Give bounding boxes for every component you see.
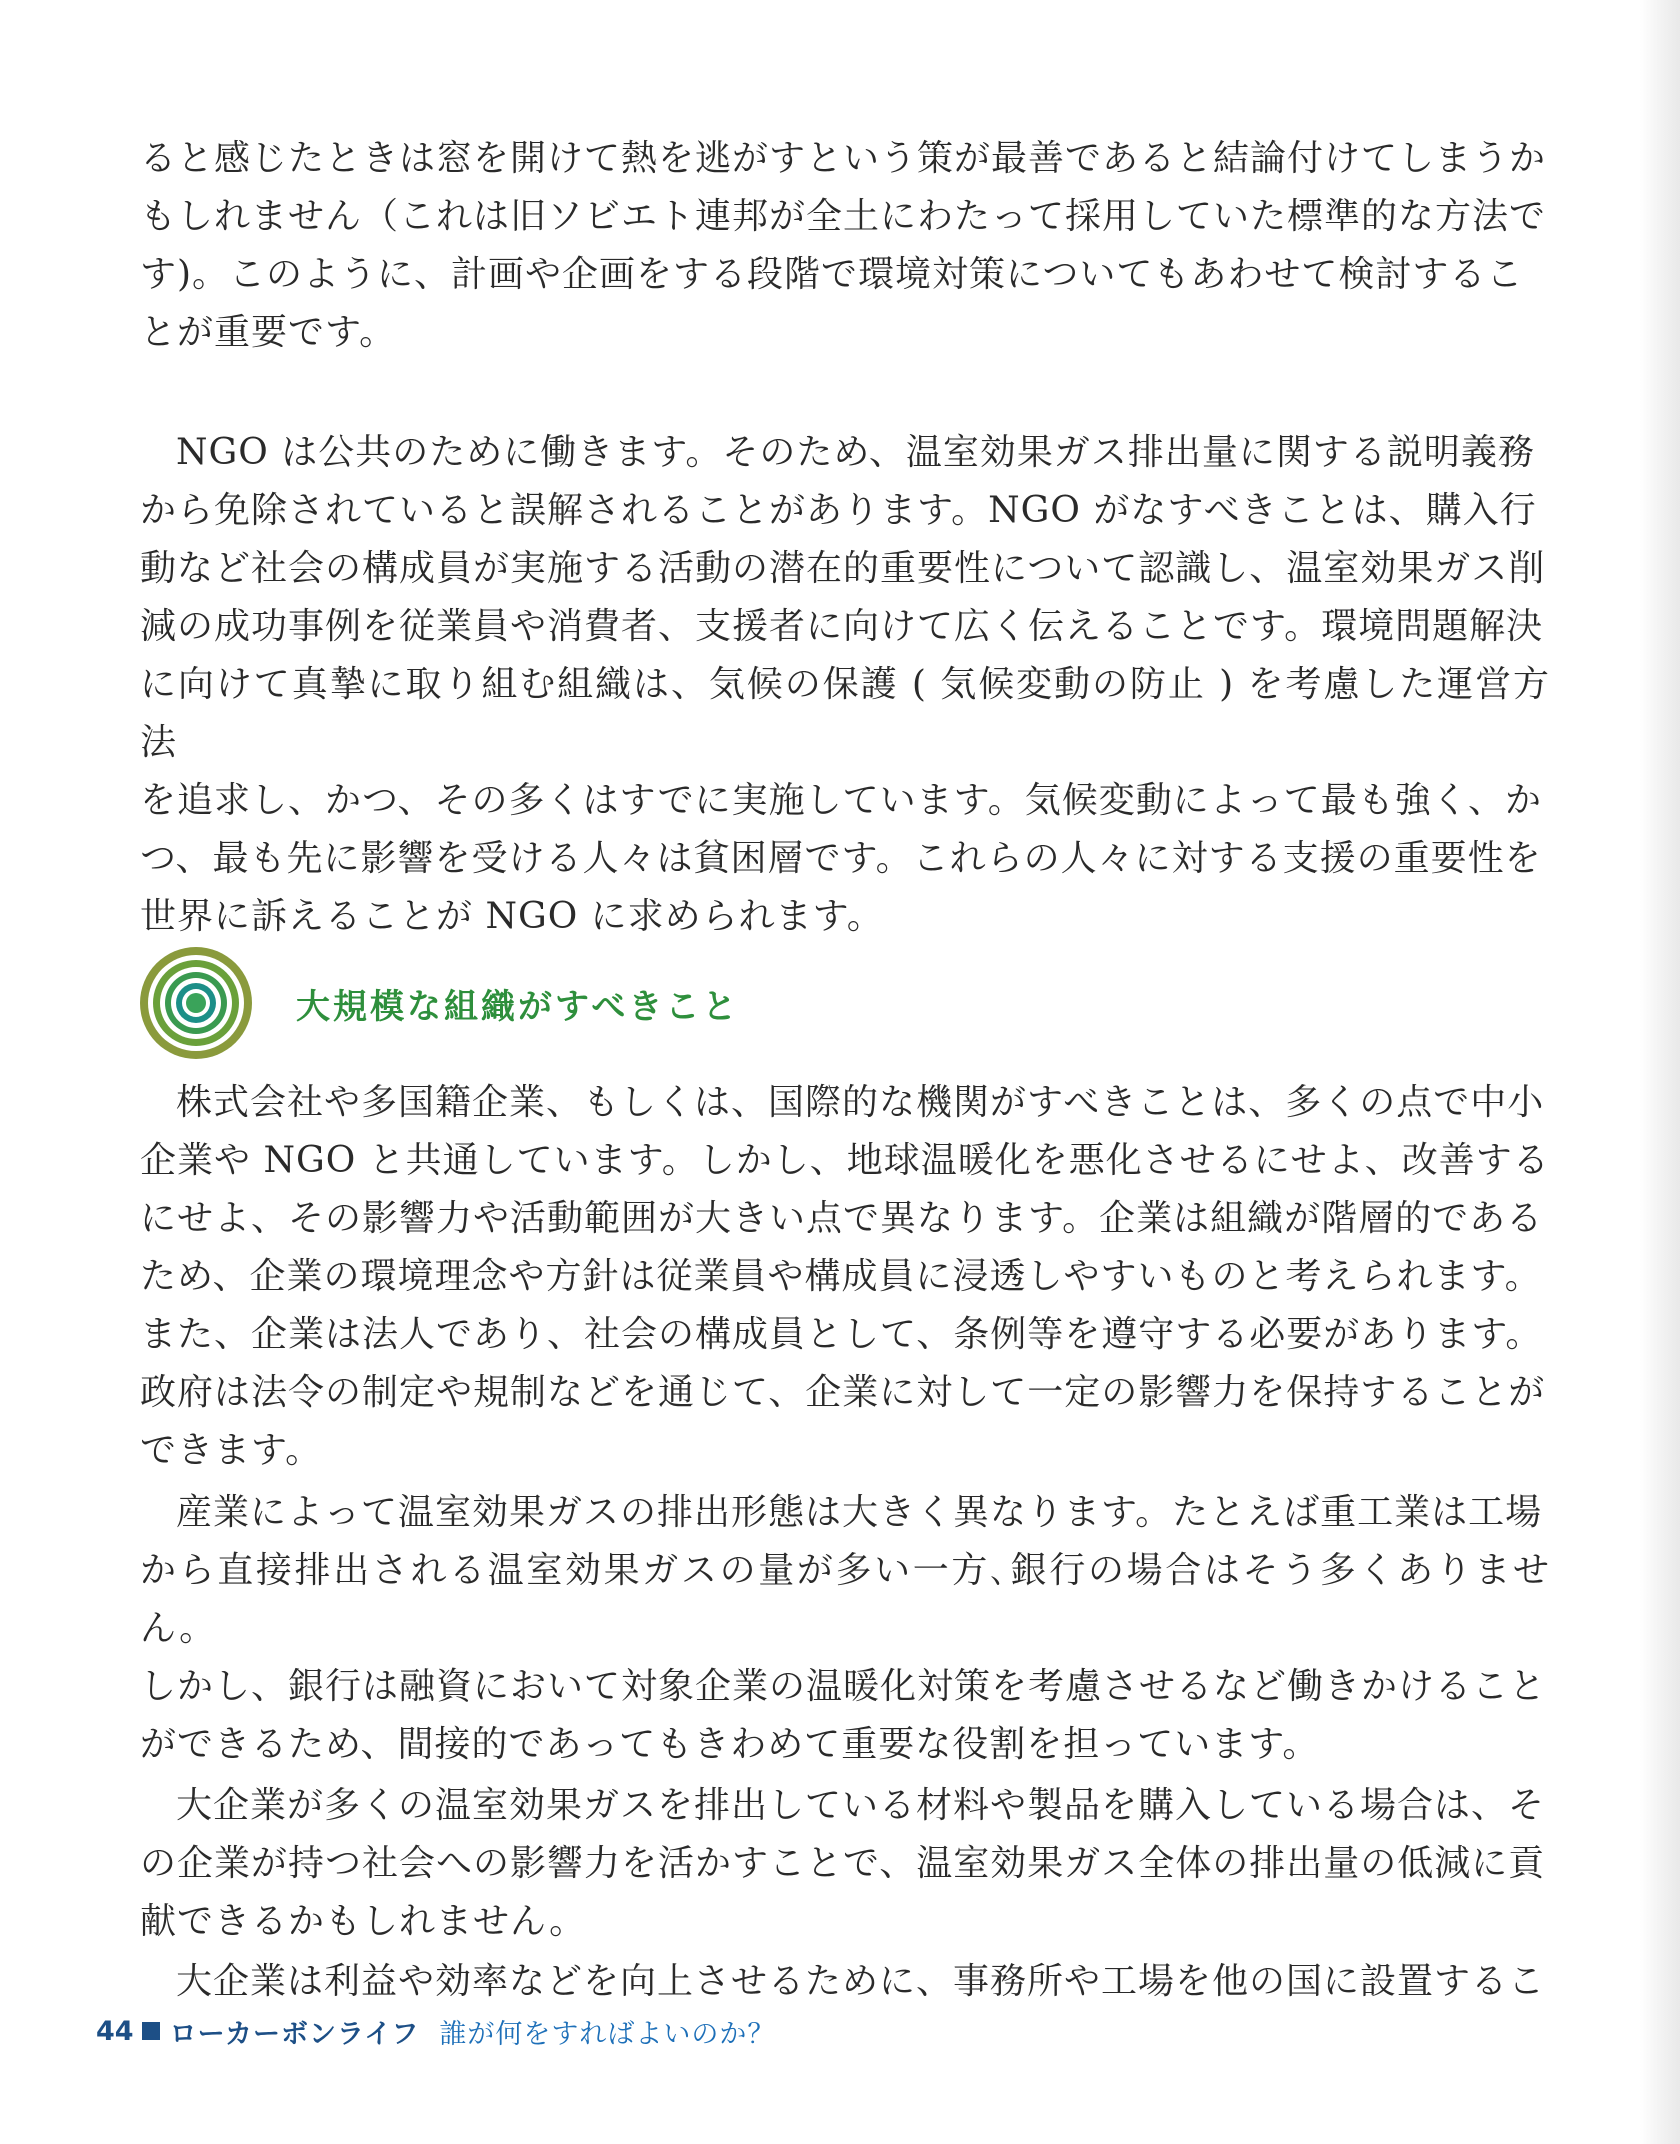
- page-number: 44: [96, 2015, 134, 2047]
- paragraph-window-heat: ると感じたときは窓を開けて熱を逃がすという策が最善であると結論付けてしまうか もしれません（これは旧ソビエト連邦が全土にわたって採用していた標準的な方法で す)。このように、計画や企画をする段階で環境対策についてもあわせて検討するこ とが重要です。: [140, 138, 1547, 353]
- paragraph-purchasing-influence: 大企業が多くの温室効果ガスを排出している材料や製品を購入している場合は、そ の企業が持つ社会への影響力を活かすことで、温室効果ガス全体の排出量の低減に貢 献できるかもしれません。: [140, 1785, 1546, 1942]
- section-heading: [138, 946, 739, 1060]
- paragraph-industry-emissions: 産業によって温室効果ガスの排出形態は大きく異なります。たとえば重工業は工場 から直接排出される温室効果ガスの量が多い一方､銀行の場合はそう多くありません。 しかし、銀行は融資において対象企業の温暖化対策を考慮させるなど働きかけること ができるため、間接的であってもきわめて重要な役割を担っています。: [140, 1492, 1550, 1765]
- chapter-title: 誰が何をすればよいのか？: [439, 2018, 776, 2050]
- page-edge: [1640, 0, 1680, 2144]
- concentric-circles-icon: [138, 945, 254, 1061]
- paragraph-ngo: NGO は公共のために働きます。そのため、温室効果ガス排出量に関する説明義務 から免除されていると誤解されることがあります。NGO がなすべきことは、購入行 動など社会の構成員が実施する活動の潜在的重要性について認識し、温室効果ガス削 減の成功事例を従業員や消費者、支援者に向けて広く伝えることです。環境問題解決 に向けて真摯に取り組む組織は、気候の保護 ( 気候変動の防止 ) を考慮した運営方法 を追求し、かつ、その多くはすでに実施しています。気候変動によって最も強く、か つ、最も先に影響を受ける人々は貧困層です。これらの人々に対する支援の重要性を 世界に訴えることが NGO に求められます。: [140, 432, 1550, 937]
- footer-square-icon: [142, 2022, 160, 2040]
- paragraph-large-organizations: 株式会社や多国籍企業、もしくは、国際的な機関がすべきことは、多くの点で中小 企業や NGO と共通しています。しかし、地球温暖化を悪化させるにせよ、改善する にせよ、その影響力や活動範囲が大きい点で異なります。企業は組織が階層的である ため、企業の環境理念や方針は従業員や構成員に浸透しやすいものと考えられます。 また、企業は法人であり、社会の構成員として、条例等を遵守する必要があります。 政府は法令の制定や規制などを通じて、企業に対して一定の影響力を保持することが できます。: [140, 1082, 1550, 1471]
- page-footer: [96, 2006, 775, 2056]
- series-title: ローカーボンライフ: [169, 2018, 420, 2050]
- section-heading-text: 大規模な組織がすべきこと: [296, 986, 740, 1027]
- paragraph-offshore-facilities: 大企業は利益や効率などを向上させるために、事務所や工場を他の国に設置するこ: [176, 1961, 1546, 2002]
